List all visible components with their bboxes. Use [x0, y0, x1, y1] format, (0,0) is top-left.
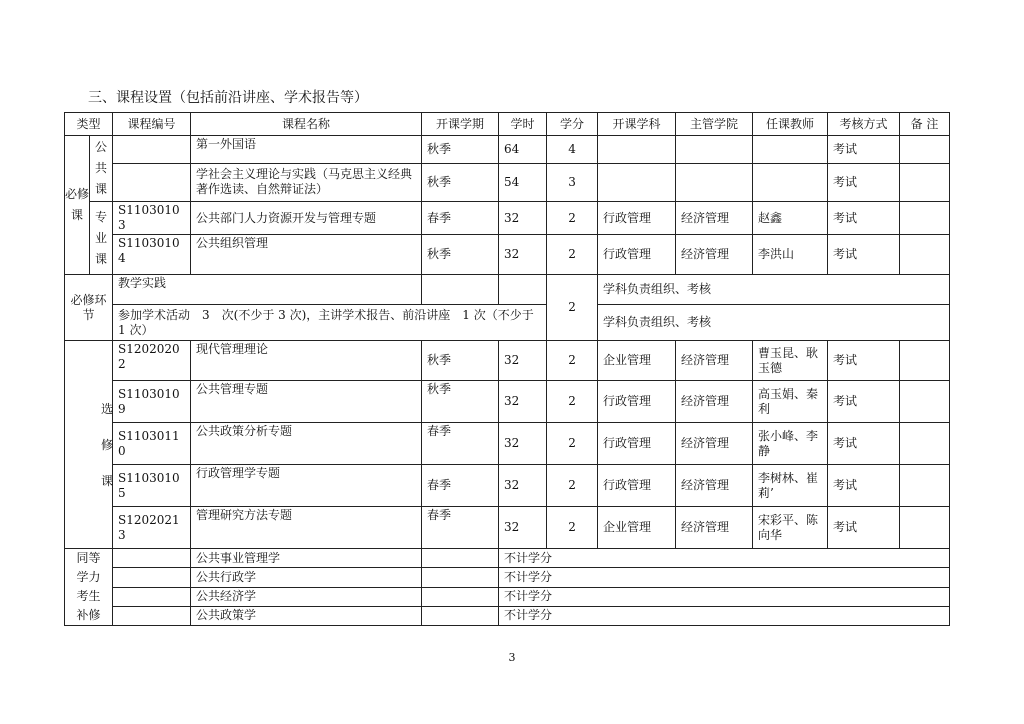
course-note — [900, 163, 950, 201]
course-note — [900, 465, 950, 507]
course-discipline — [598, 163, 676, 201]
header-name: 课程名称 — [191, 113, 422, 136]
course-teacher: 张小峰、李静 — [753, 423, 828, 465]
course-discipline: 行政管理 — [598, 465, 676, 507]
course-term: 秋季 — [422, 136, 499, 164]
course-hours: 32 — [499, 381, 547, 423]
course-credits: 3 — [547, 163, 598, 201]
required-label: 必修课 — [65, 136, 90, 275]
course-teacher: 曹玉昆、耿玉德 — [753, 341, 828, 381]
course-name: 公共经济学 — [191, 587, 422, 606]
equivalent-label: 同等学力考生补修 — [65, 549, 113, 626]
table-row — [65, 587, 950, 606]
course-name: 管理研究方法专题 — [191, 507, 422, 549]
empty-cell — [422, 606, 499, 625]
course-code: S11030103 — [113, 202, 191, 235]
course-teacher: 李树林、崔莉’ — [753, 465, 828, 507]
course-discipline: 企业管理 — [598, 507, 676, 549]
course-hours: 64 — [499, 136, 547, 164]
course-exam: 考试 — [828, 423, 900, 465]
course-college: 经济管理 — [676, 507, 753, 549]
practice-name: 教学实践 — [113, 275, 422, 305]
activity-remark: 学科负责组织、考核 — [598, 305, 950, 341]
course-exam: 考试 — [828, 465, 900, 507]
header-teacher: 任课教师 — [753, 113, 828, 136]
course-term: 秋季 — [422, 235, 499, 275]
empty-cell — [113, 606, 191, 625]
table-row — [65, 568, 950, 587]
course-name: 公共管理专题 — [191, 381, 422, 423]
course-table — [64, 112, 950, 626]
empty-cell — [113, 587, 191, 606]
table-row — [65, 549, 950, 568]
course-hours: 32 — [499, 202, 547, 235]
course-college: 经济管理 — [676, 381, 753, 423]
course-code: S11030110 — [113, 423, 191, 465]
course-credits: 2 — [547, 423, 598, 465]
table-row — [65, 465, 950, 507]
course-note: 不计学分 — [499, 587, 950, 606]
course-credits: 2 — [547, 202, 598, 235]
header-discipline: 开课学科 — [598, 113, 676, 136]
course-credits: 2 — [547, 381, 598, 423]
header-type: 类型 — [65, 113, 113, 136]
table-row — [65, 305, 950, 341]
course-teacher: 赵鑫 — [753, 202, 828, 235]
course-term: 秋季 — [422, 381, 499, 423]
course-hours: 32 — [499, 423, 547, 465]
course-name: 公共政策学 — [191, 606, 422, 625]
empty-cell — [422, 549, 499, 568]
course-name: 第一外国语 — [191, 136, 422, 164]
course-name: 现代管理理论 — [191, 341, 422, 381]
course-name: 公共政策分析专题 — [191, 423, 422, 465]
course-code — [113, 163, 191, 201]
table-row — [65, 381, 950, 423]
table-row — [65, 341, 950, 381]
course-note — [900, 381, 950, 423]
course-hours: 32 — [499, 235, 547, 275]
course-note: 不计学分 — [499, 549, 950, 568]
course-discipline: 企业管理 — [598, 341, 676, 381]
required-links-label: 必修环节 — [65, 275, 113, 341]
course-hours: 32 — [499, 507, 547, 549]
header-row — [65, 113, 950, 136]
table-row — [65, 235, 950, 275]
course-discipline — [598, 136, 676, 164]
course-note — [900, 202, 950, 235]
course-code: S12020202 — [113, 341, 191, 381]
empty-cell — [499, 275, 547, 305]
course-hours: 54 — [499, 163, 547, 201]
course-credits: 2 — [547, 341, 598, 381]
course-name: 公共组织管理 — [191, 235, 422, 275]
public-label: 公共课 — [90, 136, 113, 202]
course-note: 不计学分 — [499, 606, 950, 625]
course-discipline: 行政管理 — [598, 235, 676, 275]
course-credits: 4 — [547, 136, 598, 164]
header-hours: 学时 — [499, 113, 547, 136]
course-name: 学社会主义理论与实践（马克思主义经典著作选读、自然辩证法） — [191, 163, 422, 201]
course-exam: 考试 — [828, 163, 900, 201]
course-credits: 2 — [547, 507, 598, 549]
course-discipline: 行政管理 — [598, 423, 676, 465]
table-row — [65, 275, 950, 305]
course-college: 经济管理 — [676, 423, 753, 465]
header-college: 主管学院 — [676, 113, 753, 136]
course-code — [113, 136, 191, 164]
empty-cell — [422, 587, 499, 606]
activity-name: 参加学术活动 3 次(不少于 3 次)，主讲学术报告、前沿讲座 1 次（不少于 1 次） — [113, 305, 547, 341]
course-hours: 32 — [499, 341, 547, 381]
empty-cell — [113, 568, 191, 587]
course-name: 公共部门人力资源开发与管理专题 — [191, 202, 422, 235]
course-exam: 考试 — [828, 235, 900, 275]
header-term: 开课学期 — [422, 113, 499, 136]
page-number: 3 — [508, 651, 516, 664]
practice-remark: 学科负责组织、考核 — [598, 275, 950, 305]
course-college — [676, 136, 753, 164]
table-row — [65, 423, 950, 465]
major-label: 专业课 — [90, 202, 113, 275]
empty-cell — [113, 549, 191, 568]
course-term: 春季 — [422, 465, 499, 507]
course-note: 不计学分 — [499, 568, 950, 587]
course-term: 春季 — [422, 507, 499, 549]
course-hours: 32 — [499, 465, 547, 507]
empty-cell — [422, 568, 499, 587]
course-name: 公共行政学 — [191, 568, 422, 587]
elective-label: 选修课 — [65, 341, 113, 549]
course-teacher: 宋彩平、陈向华 — [753, 507, 828, 549]
course-credits: 2 — [547, 235, 598, 275]
course-teacher — [753, 163, 828, 201]
course-note — [900, 423, 950, 465]
course-college: 经济管理 — [676, 341, 753, 381]
required-links-credits: 2 — [547, 275, 598, 341]
course-term: 春季 — [422, 423, 499, 465]
table-row — [65, 202, 950, 235]
course-teacher — [753, 136, 828, 164]
course-term: 秋季 — [422, 341, 499, 381]
course-note — [900, 341, 950, 381]
table-row — [65, 606, 950, 625]
table-row — [65, 507, 950, 549]
course-discipline: 行政管理 — [598, 381, 676, 423]
course-code: S12020213 — [113, 507, 191, 549]
course-note — [900, 507, 950, 549]
course-code: S11030105 — [113, 465, 191, 507]
course-credits: 2 — [547, 465, 598, 507]
course-code: S11030104 — [113, 235, 191, 275]
course-exam: 考试 — [828, 202, 900, 235]
header-code: 课程编号 — [113, 113, 191, 136]
course-college: 经济管理 — [676, 235, 753, 275]
course-term: 秋季 — [422, 163, 499, 201]
header-exam: 考核方式 — [828, 113, 900, 136]
header-note: 备 注 — [900, 113, 950, 136]
course-note — [900, 235, 950, 275]
table-row — [65, 136, 950, 164]
header-credits: 学分 — [547, 113, 598, 136]
course-teacher: 高玉娟、秦利 — [753, 381, 828, 423]
course-term: 春季 — [422, 202, 499, 235]
course-teacher: 李洪山 — [753, 235, 828, 275]
empty-cell — [422, 275, 499, 305]
course-code: S11030109 — [113, 381, 191, 423]
course-discipline: 行政管理 — [598, 202, 676, 235]
course-college: 经济管理 — [676, 465, 753, 507]
course-exam: 考试 — [828, 381, 900, 423]
table-row — [65, 163, 950, 201]
course-exam: 考试 — [828, 341, 900, 381]
course-exam: 考试 — [828, 507, 900, 549]
course-name: 公共事业管理学 — [191, 549, 422, 568]
section-title: 三、课程设置（包括前沿讲座、学术报告等） — [88, 90, 368, 106]
course-exam: 考试 — [828, 136, 900, 164]
course-college — [676, 163, 753, 201]
course-note — [900, 136, 950, 164]
course-name: 行政管理学专题 — [191, 465, 422, 507]
course-college: 经济管理 — [676, 202, 753, 235]
